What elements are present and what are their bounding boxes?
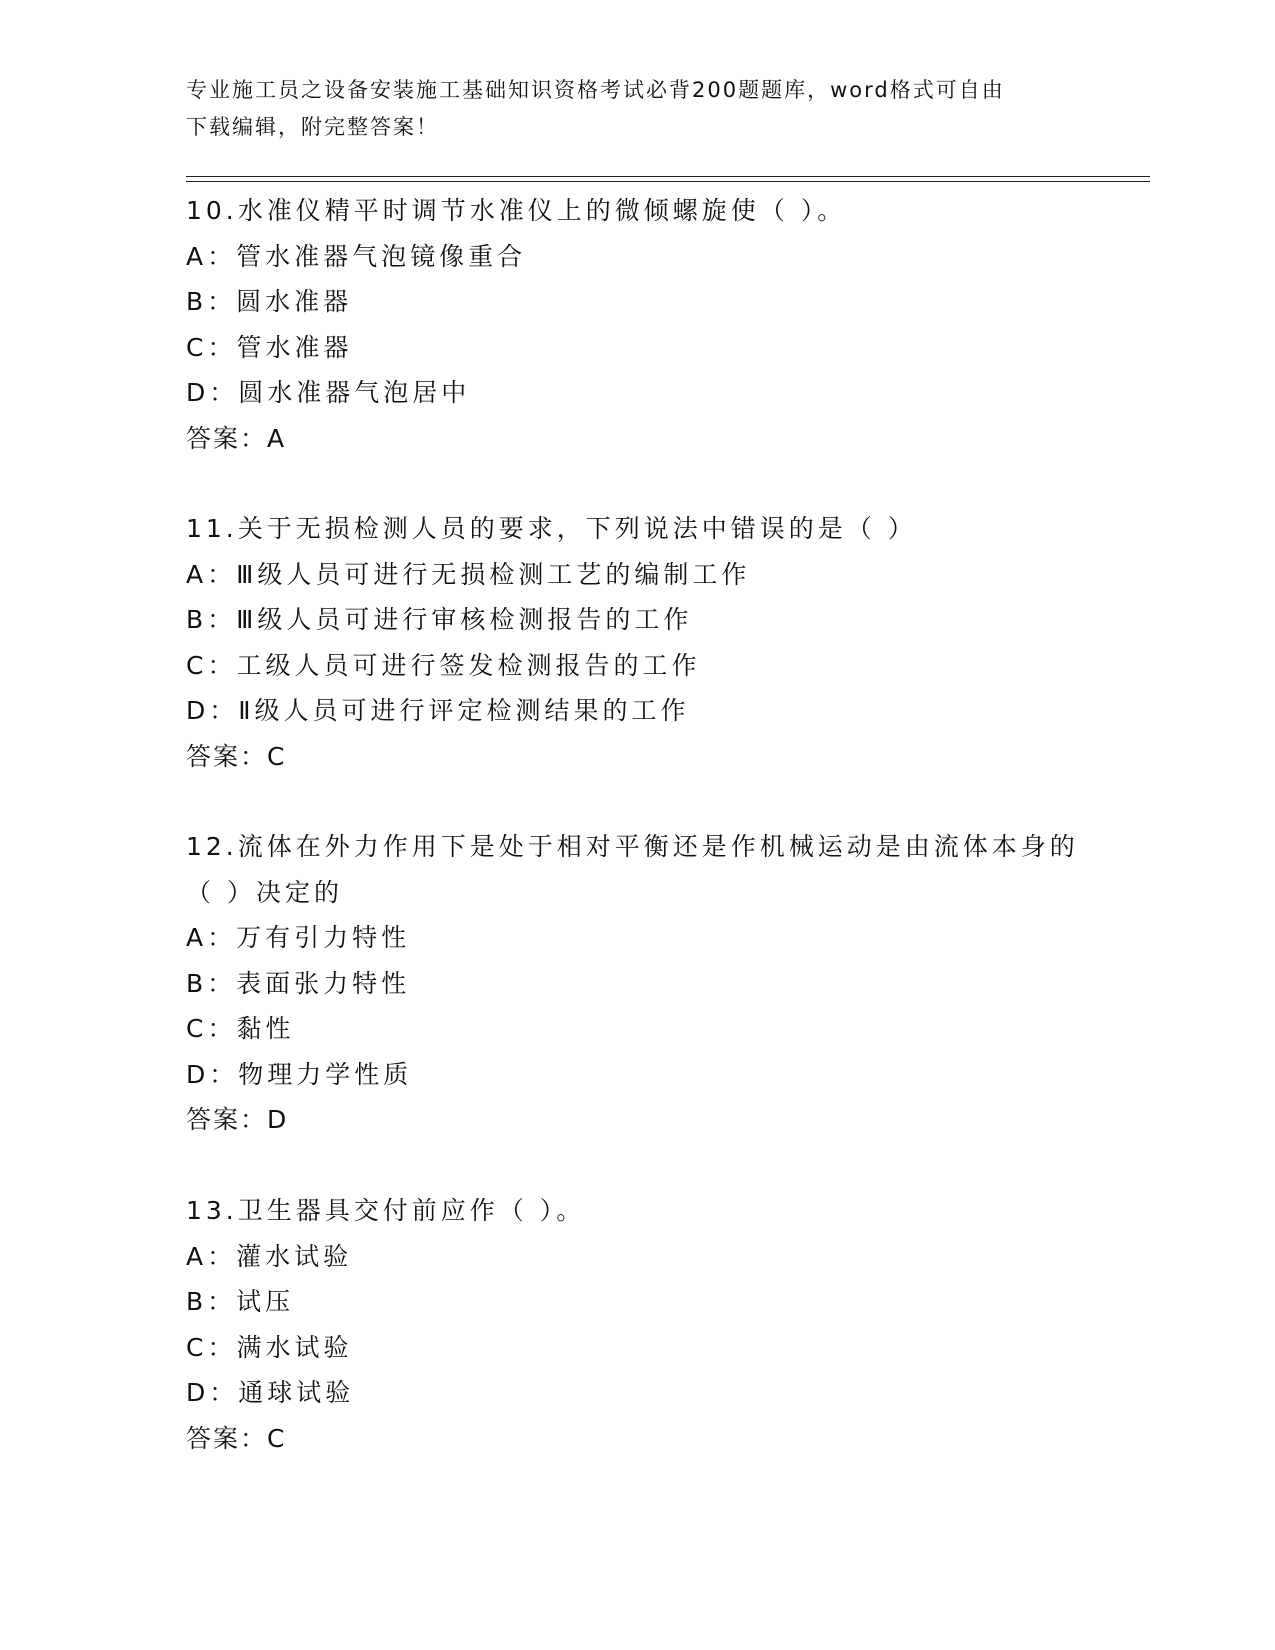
option-d: D：通球试验 [186, 1378, 355, 1407]
answer: 答案：C [186, 741, 287, 771]
option-b: B：圆水准器 [186, 287, 353, 316]
option-d: D：Ⅱ级人员可进行评定检测结果的工作 [186, 696, 690, 725]
question-11 [186, 506, 1086, 779]
question-stem-continued: （ ）决定的 [186, 877, 343, 907]
option-c: C：满水试验 [186, 1332, 353, 1362]
option-c: C：黏性 [186, 1014, 295, 1043]
question-stem: 13.卫生器具交付前应作（ ）。 [186, 1196, 586, 1225]
header-divider-bottom [186, 181, 1150, 182]
question-stem: 11.关于无损检测人员的要求，下列说法中错误的是（ ） [186, 514, 917, 543]
option-c: C：工级人员可进行签发检测报告的工作 [186, 650, 701, 680]
option-a: A：Ⅲ级人员可进行无损检测工艺的编制工作 [186, 559, 751, 589]
header-line-2: 下载编辑，附完整答案！ [186, 115, 439, 139]
option-d: D：物理力学性质 [186, 1059, 413, 1089]
option-a: A：万有引力特性 [186, 923, 411, 952]
option-c: C：管水准器 [186, 332, 353, 362]
question-stem: 10.水准仪精平时调节水准仪上的微倾螺旋使（ ）。 [186, 196, 847, 225]
header-divider-top [186, 176, 1150, 177]
option-a: A：管水准器气泡镜像重合 [186, 241, 527, 271]
answer: 答案：C [186, 1423, 287, 1453]
option-a: A：灌水试验 [186, 1241, 353, 1271]
option-d: D：圆水准器气泡居中 [186, 378, 471, 407]
option-b: B：表面张力特性 [186, 968, 411, 998]
question-13 [186, 1188, 1086, 1461]
option-b: B：Ⅲ级人员可进行审核检测报告的工作 [186, 605, 693, 634]
question-12 [186, 824, 1086, 1143]
header-line-1: 专业施工员之设备安装施工基础知识资格考试必背200题题库，word格式可自由 [186, 78, 1005, 102]
answer: 答案：D [186, 1105, 289, 1134]
question-stem: 12.流体在外力作用下是处于相对平衡还是作机械运动是由流体本身的 [186, 832, 1079, 861]
answer: 答案：A [186, 423, 287, 453]
document-header [186, 72, 1066, 146]
option-b: B：试压 [186, 1287, 295, 1316]
question-10 [186, 188, 1086, 461]
